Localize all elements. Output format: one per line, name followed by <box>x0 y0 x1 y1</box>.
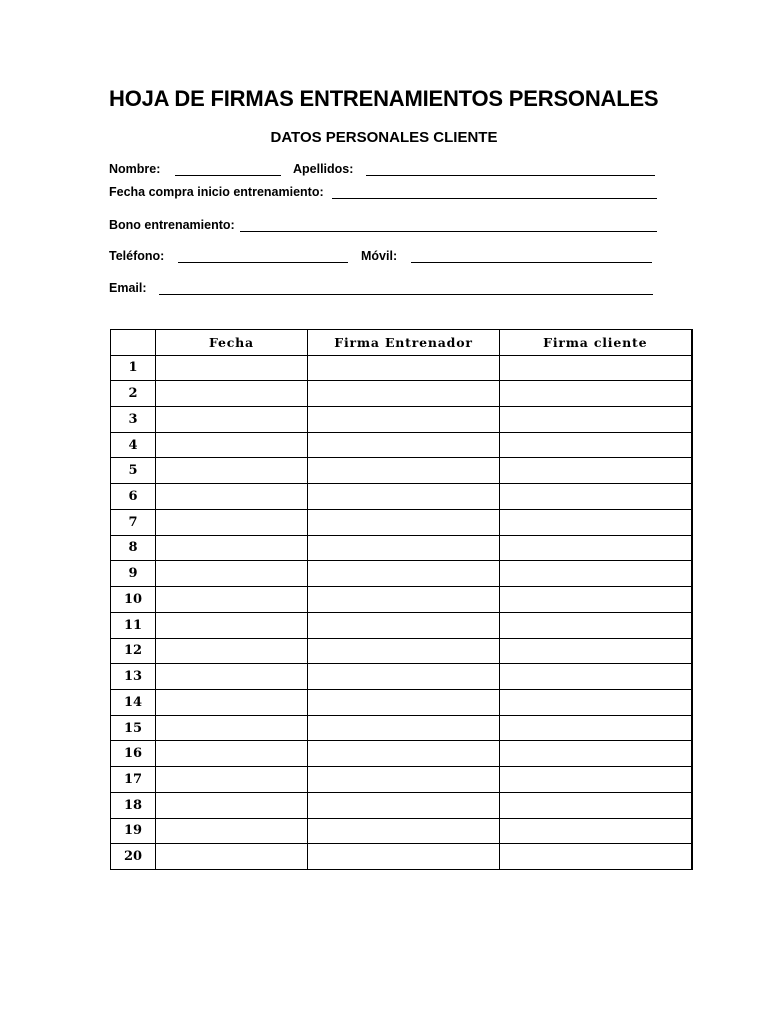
fecha-cell[interactable] <box>156 689 308 715</box>
field-row-fecha-compra <box>109 185 659 203</box>
fecha-cell[interactable] <box>156 509 308 535</box>
firma-cliente-cell[interactable] <box>500 407 692 433</box>
row-number: 1 <box>111 355 156 381</box>
table-row <box>111 587 692 613</box>
table-row <box>111 355 692 381</box>
firma-entrenador-cell[interactable] <box>308 407 500 433</box>
firma-entrenador-cell[interactable] <box>308 509 500 535</box>
fecha-cell[interactable] <box>156 792 308 818</box>
row-number: 7 <box>111 509 156 535</box>
movil-field[interactable] <box>411 262 652 263</box>
fecha-compra-field[interactable] <box>332 198 657 199</box>
firma-entrenador-cell[interactable] <box>308 767 500 793</box>
firma-entrenador-cell[interactable] <box>308 818 500 844</box>
firma-cliente-cell[interactable] <box>500 458 692 484</box>
row-number: 12 <box>111 638 156 664</box>
firma-entrenador-cell[interactable] <box>308 844 500 870</box>
firma-cliente-cell[interactable] <box>500 561 692 587</box>
bono-field[interactable] <box>240 231 657 232</box>
fecha-cell[interactable] <box>156 587 308 613</box>
row-number: 15 <box>111 715 156 741</box>
firma-entrenador-cell[interactable] <box>308 432 500 458</box>
fecha-cell[interactable] <box>156 767 308 793</box>
field-row-bono <box>109 218 659 236</box>
row-number: 6 <box>111 484 156 510</box>
row-number: 19 <box>111 818 156 844</box>
firma-entrenador-cell[interactable] <box>308 381 500 407</box>
row-number: 8 <box>111 535 156 561</box>
fecha-cell[interactable] <box>156 355 308 381</box>
field-row-nombre-apellidos <box>109 162 657 180</box>
fecha-cell[interactable] <box>156 612 308 638</box>
fecha-cell[interactable] <box>156 638 308 664</box>
firma-entrenador-cell[interactable] <box>308 484 500 510</box>
header-fecha: Fecha <box>156 330 308 356</box>
fecha-cell[interactable] <box>156 484 308 510</box>
firma-cliente-cell[interactable] <box>500 484 692 510</box>
firma-entrenador-cell[interactable] <box>308 741 500 767</box>
table-row <box>111 689 692 715</box>
table-row <box>111 612 692 638</box>
firma-entrenador-cell[interactable] <box>308 638 500 664</box>
fecha-cell[interactable] <box>156 381 308 407</box>
row-number: 18 <box>111 792 156 818</box>
firma-cliente-cell[interactable] <box>500 612 692 638</box>
firma-cliente-cell[interactable] <box>500 741 692 767</box>
fecha-cell[interactable] <box>156 561 308 587</box>
firma-cliente-cell[interactable] <box>500 818 692 844</box>
table-header-row <box>111 330 692 356</box>
firma-cliente-cell[interactable] <box>500 355 692 381</box>
fecha-cell[interactable] <box>156 535 308 561</box>
firma-entrenador-cell[interactable] <box>308 458 500 484</box>
table-row <box>111 484 692 510</box>
row-number: 9 <box>111 561 156 587</box>
firma-entrenador-cell[interactable] <box>308 715 500 741</box>
row-number: 13 <box>111 664 156 690</box>
fecha-cell[interactable] <box>156 741 308 767</box>
table-row <box>111 818 692 844</box>
table-row <box>111 407 692 433</box>
bono-label: Bono entrenamiento: <box>109 218 235 232</box>
table-row <box>111 381 692 407</box>
field-row-telefono-movil <box>109 249 654 267</box>
firma-entrenador-cell[interactable] <box>308 355 500 381</box>
row-number: 14 <box>111 689 156 715</box>
firma-cliente-cell[interactable] <box>500 381 692 407</box>
fecha-cell[interactable] <box>156 715 308 741</box>
table-row <box>111 535 692 561</box>
table-row <box>111 767 692 793</box>
firma-cliente-cell[interactable] <box>500 535 692 561</box>
table-row <box>111 664 692 690</box>
table-row <box>111 844 692 870</box>
apellidos-label: Apellidos: <box>293 162 354 176</box>
row-number: 3 <box>111 407 156 433</box>
row-number: 2 <box>111 381 156 407</box>
table-row <box>111 741 692 767</box>
table-row <box>111 715 692 741</box>
row-number: 4 <box>111 432 156 458</box>
header-firma-entrenador: Firma Entrenador <box>308 330 500 356</box>
firma-cliente-cell[interactable] <box>500 767 692 793</box>
table-row <box>111 458 692 484</box>
movil-label: Móvil: <box>361 249 398 263</box>
table-row <box>111 638 692 664</box>
row-number: 5 <box>111 458 156 484</box>
signature-table <box>110 329 693 870</box>
table-row <box>111 509 692 535</box>
firma-entrenador-cell[interactable] <box>308 587 500 613</box>
table-row <box>111 561 692 587</box>
table-row <box>111 792 692 818</box>
fecha-cell[interactable] <box>156 432 308 458</box>
row-number: 10 <box>111 587 156 613</box>
table-row <box>111 432 692 458</box>
email-label: Email: <box>109 281 147 295</box>
firma-entrenador-cell[interactable] <box>308 561 500 587</box>
email-field[interactable] <box>159 294 653 295</box>
firma-cliente-cell[interactable] <box>500 792 692 818</box>
firma-cliente-cell[interactable] <box>500 715 692 741</box>
fecha-cell[interactable] <box>156 458 308 484</box>
page-title: HOJA DE FIRMAS ENTRENAMIENTOS PERSONALES <box>109 86 659 111</box>
firma-cliente-cell[interactable] <box>500 664 692 690</box>
fecha-cell[interactable] <box>156 844 308 870</box>
header-number <box>111 330 156 356</box>
firma-entrenador-cell[interactable] <box>308 612 500 638</box>
firma-cliente-cell[interactable] <box>500 509 692 535</box>
firma-cliente-cell[interactable] <box>500 432 692 458</box>
row-number: 11 <box>111 612 156 638</box>
fecha-cell[interactable] <box>156 664 308 690</box>
table-body <box>111 355 692 869</box>
apellidos-field[interactable] <box>366 175 655 176</box>
firma-entrenador-cell[interactable] <box>308 664 500 690</box>
telefono-label: Teléfono: <box>109 249 165 263</box>
nombre-label: Nombre: <box>109 162 161 176</box>
firma-cliente-cell[interactable] <box>500 844 692 870</box>
row-number: 17 <box>111 767 156 793</box>
firma-entrenador-cell[interactable] <box>308 535 500 561</box>
row-number: 20 <box>111 844 156 870</box>
field-row-email <box>109 281 655 299</box>
firma-cliente-cell[interactable] <box>500 638 692 664</box>
header-firma-cliente: Firma cliente <box>500 330 692 356</box>
section-title: DATOS PERSONALES CLIENTE <box>270 129 498 146</box>
nombre-field[interactable] <box>175 175 281 176</box>
firma-entrenador-cell[interactable] <box>308 792 500 818</box>
row-number: 16 <box>111 741 156 767</box>
firma-entrenador-cell[interactable] <box>308 689 500 715</box>
telefono-field[interactable] <box>178 262 348 263</box>
firma-cliente-cell[interactable] <box>500 689 692 715</box>
fecha-cell[interactable] <box>156 407 308 433</box>
fecha-compra-label: Fecha compra inicio entrenamiento: <box>109 185 324 199</box>
fecha-cell[interactable] <box>156 818 308 844</box>
firma-cliente-cell[interactable] <box>500 587 692 613</box>
